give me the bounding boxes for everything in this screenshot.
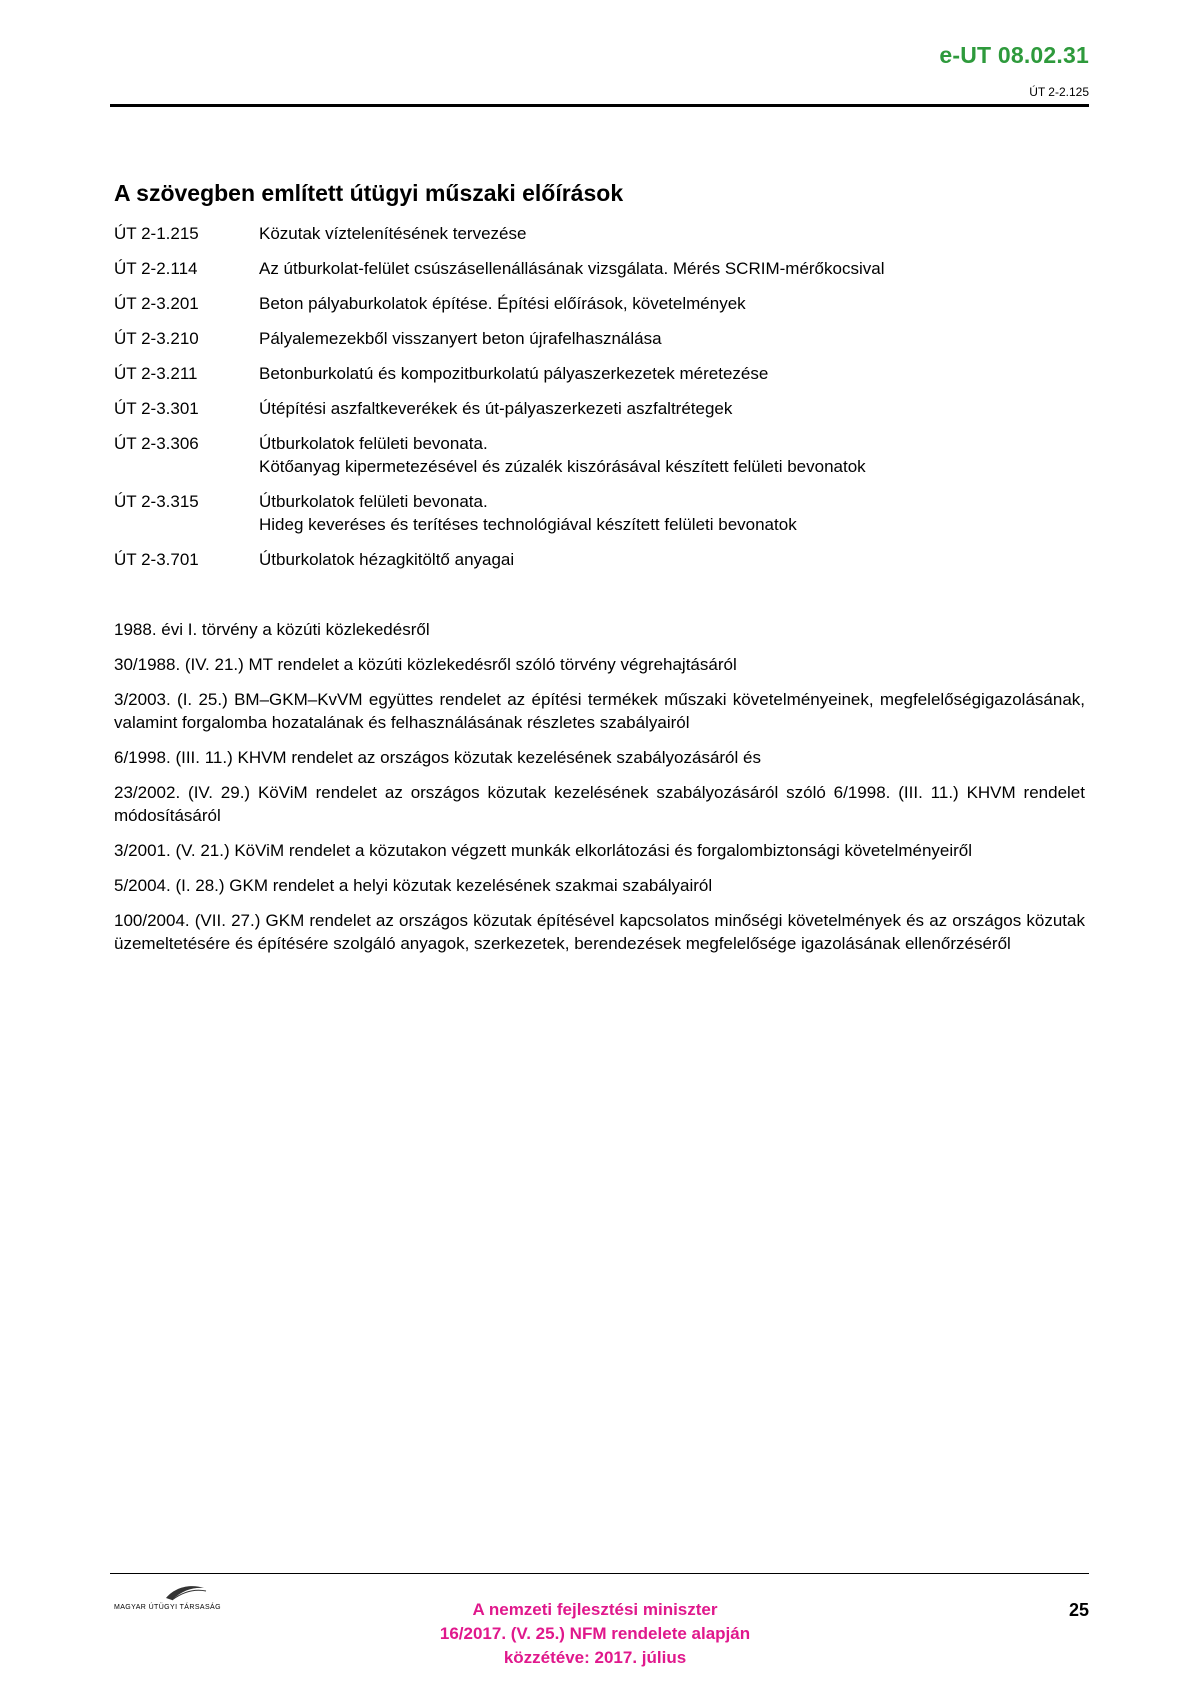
standard-title-line-2: Kötőanyag kipermetezésével és zúzalék kiszórásával készített felületi bevonatok	[259, 457, 866, 476]
standard-row	[114, 432, 1084, 478]
standard-code: ÚT 2-1.215	[114, 224, 199, 243]
law-reference: 3/2003. (I. 25.) BM–GKM–KvVM együttes rendelet az építési termékek műszaki követelményeinek, megfelelőségigazolásának, valamint forgalomba hozatalának és felhasználásának részletes szabályairól	[114, 690, 1085, 732]
publication-line-3: közzétéve: 2017. július	[503, 1648, 687, 1667]
standard-row	[114, 362, 1084, 385]
standard-row	[114, 327, 1084, 350]
standard-title	[259, 548, 1084, 571]
standard-code: ÚT 2-3.701	[114, 550, 199, 569]
logo-swoosh-icon	[114, 1582, 264, 1606]
standard-title	[259, 432, 1084, 478]
law-reference: 3/2001. (V. 21.) KöViM rendelet a közutakon végzett munkák elkorlátozási és forgalombiztonsági követelményeiről	[114, 841, 973, 860]
law-reference: 23/2002. (IV. 29.) KöViM rendelet az országos közutak kezelésének szabályozásáról szóló 6/1998. (III. 11.) KHVM rendelet módosításáról	[114, 783, 1085, 825]
standard-title-line: Útburkolatok hézagkitöltő anyagai	[259, 550, 515, 569]
standard-row	[114, 292, 1084, 315]
section-title: A szövegben említett útügyi műszaki előírások	[114, 180, 624, 206]
standard-title	[259, 490, 1084, 536]
standard-title-line: Útburkolatok felületi bevonata.	[259, 492, 488, 511]
law-reference: 5/2004. (I. 28.) GKM rendelet a helyi közutak kezelésének szakmai szabályairól	[114, 876, 713, 895]
footer-rule	[110, 1573, 1089, 1574]
standard-code: ÚT 2-3.306	[114, 434, 199, 453]
standard-title-line-2: Hideg keveréses és terítéses technológiával készített felületi bevonatok	[259, 515, 797, 534]
standard-title	[259, 362, 1084, 385]
law-reference: 1988. évi I. törvény a közúti közlekedésről	[114, 620, 430, 639]
laws-list	[114, 618, 1085, 967]
standard-title-line: Betonburkolatú és kompozitburkolatú pályaszerkezetek méretezése	[259, 364, 769, 383]
standard-row	[114, 397, 1084, 420]
standard-title-line: Beton pályaburkolatok építése. Építési előírások, követelmények	[259, 294, 746, 313]
publication-line-1: A nemzeti fejlesztési miniszter	[472, 1600, 718, 1619]
standard-title	[259, 327, 1084, 350]
standards-list	[114, 222, 1084, 583]
logo	[114, 1582, 264, 1618]
standard-row	[114, 257, 1084, 280]
standard-row	[114, 222, 1084, 245]
logo-text: MAGYAR ÚTÜGYI TÁRSASÁG	[114, 1604, 221, 1611]
document-code: e-UT 08.02.31	[939, 42, 1089, 68]
publication-line-2: 16/2017. (V. 25.) NFM rendelete alapján	[439, 1624, 751, 1643]
standard-title-line: Útburkolatok felületi bevonata.	[259, 434, 488, 453]
publication-note	[395, 1598, 795, 1670]
standard-code: ÚT 2-3.211	[114, 364, 198, 383]
standard-title-line: Közutak víztelenítésének tervezése	[259, 224, 527, 243]
standard-title	[259, 397, 1084, 420]
standard-code: ÚT 2-2.114	[114, 259, 198, 278]
document-reference: ÚT 2-2.125	[1029, 85, 1089, 99]
standard-title-line: Útépítési aszfaltkeverékek és út-pályaszerkezeti aszfaltrétegek	[259, 399, 733, 418]
standard-row	[114, 490, 1084, 536]
standard-title-line: Az útburkolat-felület csúszásellenállásának vizsgálata. Mérés SCRIM-mérőkocsival	[259, 259, 885, 278]
page-number: 25	[1068, 1600, 1089, 1620]
standard-code: ÚT 2-3.315	[114, 492, 199, 511]
standard-row	[114, 548, 1084, 571]
standard-code: ÚT 2-3.210	[114, 329, 199, 348]
standard-title	[259, 222, 1084, 245]
standard-code: ÚT 2-3.301	[114, 399, 199, 418]
standard-title-line: Pályalemezekből visszanyert beton újrafelhasználása	[259, 329, 662, 348]
law-reference: 30/1988. (IV. 21.) MT rendelet a közúti közlekedésről szóló törvény végrehajtásáról	[114, 655, 737, 674]
law-reference: 6/1998. (III. 11.) KHVM rendelet az országos közutak kezelésének szabályozásáról és	[114, 748, 761, 767]
standard-code: ÚT 2-3.201	[114, 294, 199, 313]
standard-title	[259, 292, 1084, 315]
header-rule	[110, 104, 1089, 107]
law-reference: 100/2004. (VII. 27.) GKM rendelet az országos közutak építésével kapcsolatos minőségi követelmények és az országos közutak üzemeltetésére és építésére szolgáló anyagok, szerkezetek, berendezések megfelelősége igazolásának ellenőrzéséről	[114, 911, 1085, 953]
standard-title	[259, 257, 1084, 280]
